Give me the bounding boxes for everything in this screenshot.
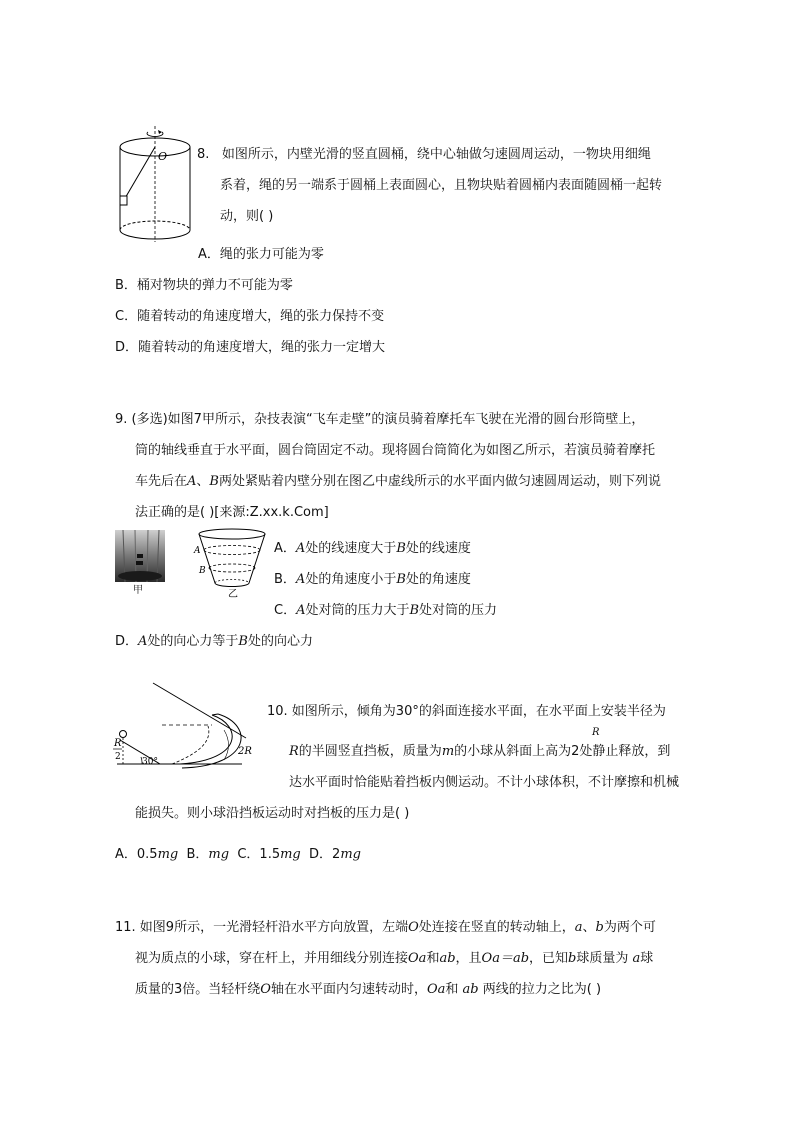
q11-line2: 视为质点的小球，穿在杆上，并用细线分别连接Oa和ab，且Oa＝ab，已知b球质量为 a球 [135, 951, 654, 966]
q10-line1: 10. 如图所示，倾角为30°的斜面连接水平面，在水平面上安装半径为 [267, 704, 666, 719]
q8-line2: 系着，绳的另一端系于圆桶上表面圆心，且物块贴着圆桶内表面随圆桶一起转 [220, 178, 663, 193]
cylinder-figure [112, 124, 202, 250]
q10-options: A．0.5mg B．mg C．1.5mg D．2mg [115, 847, 361, 862]
q10-line3: 达水平面时恰能贴着挡板内侧运动。不计小球体积，不计摩擦和机械 [289, 775, 680, 790]
frustum-label-a: A [194, 546, 201, 556]
q9-line1: 9. (多选)如图7甲所示，杂技表演“飞车走壁”的演员骑着摩托车飞驶在光滑的圆台形筒壁上， [115, 412, 645, 427]
q8-line1: 8. 如图所示，内壁光滑的竖直圆桶，绕中心轴做匀速圆周运动，一物块用细绳 [197, 147, 651, 162]
incline-figure [112, 680, 262, 775]
q8-line3: 动，则( ) [220, 209, 274, 224]
q8-number: 8. [197, 147, 210, 162]
incline-angle: 30° [142, 757, 158, 767]
q9-option-d: D．A处的向心力等于B处的向心力 [115, 634, 313, 649]
frustum-figure [190, 527, 270, 599]
q9-option-b: B．A处的角速度小于B处的角速度 [274, 572, 471, 587]
q10-line4: 能损失。则小球沿挡板运动时对挡板的压力是( ) [135, 806, 410, 821]
q9-option-a: A．A处的线速度大于B处的线速度 [274, 541, 471, 556]
figure-label-o: O [158, 150, 168, 163]
q9-option-c: C．A处对筒的压力大于B处对筒的压力 [274, 603, 498, 618]
frustum-label-yi: 乙 [228, 589, 238, 599]
q11-line3: 质量的3倍。当轻杆绕O轴在水平面内匀速转动时，Oa和 ab 两线的拉力之比为( ) [135, 982, 602, 997]
q8-option-a: A．绳的张力可能为零 [198, 247, 324, 262]
q9-line4: 法正确的是( )[来源:Z.xx.k.Com] [135, 505, 329, 520]
frustum-label-b: B [199, 566, 206, 576]
q8-option-c: C．随着转动的角速度增大，绳的张力保持不变 [115, 309, 385, 324]
stunt-photo [115, 530, 165, 596]
q8-option-b: B．桶对物块的弹力不可能为零 [115, 278, 293, 293]
q10-line2: R的半圆竖直挡板，质量为m的小球从斜面上高为2处静止释放，到 [289, 744, 671, 759]
q11-line1: 11. 如图9所示，一光滑轻杆沿水平方向放置，左端O处连接在竖直的转动轴上，a、b为两个可 [115, 920, 656, 935]
q9-line3: 车先后在A、B两处紧贴着内壁分别在图乙中虚线所示的水平面内做匀速圆周运动，则下列说 [135, 474, 661, 489]
incline-label-r: R [114, 738, 122, 749]
incline-label-2r: 2R [238, 746, 252, 757]
q9-line2: 筒的轴线垂直于水平面，圆台筒固定不动。现将圆台筒简化为如图乙所示，若演员骑着摩托 [135, 443, 656, 458]
incline-label-2: 2 [115, 752, 121, 762]
q8-option-d: D．随着转动的角速度增大，绳的张力一定增大 [115, 340, 386, 355]
q10-frac-top: R [592, 727, 600, 738]
photo-label-jia: 甲 [133, 585, 143, 596]
